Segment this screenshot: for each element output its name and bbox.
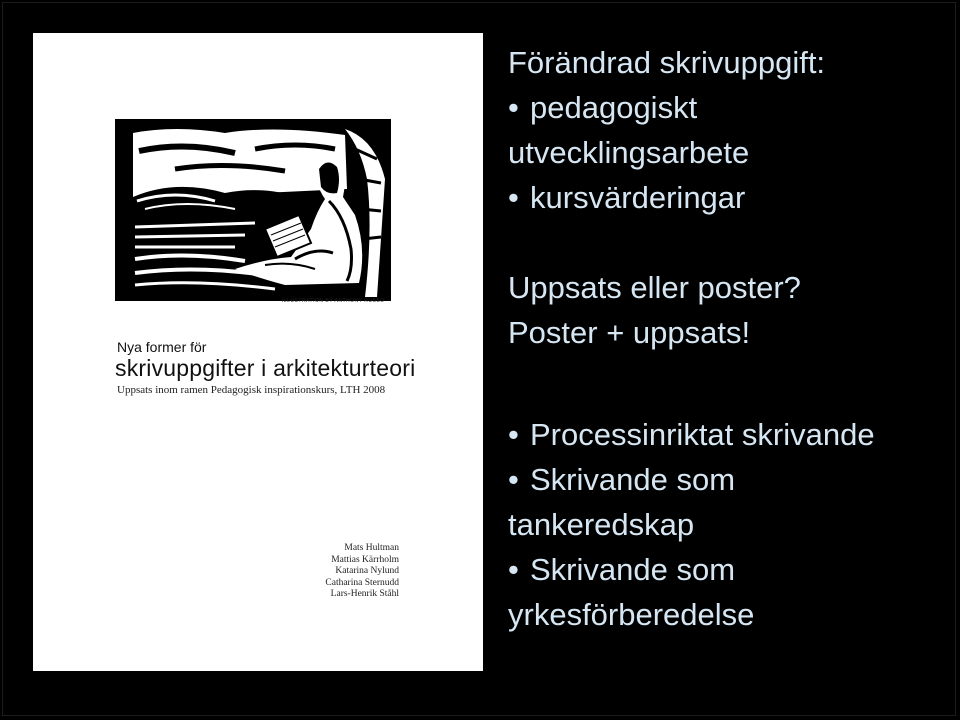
woodcut-illustration: [115, 119, 391, 301]
author-name: Mattias Kärrholm: [331, 554, 399, 565]
author-name: Lars-Henrik Ståhl: [330, 589, 399, 599]
cover-description: Uppsats inom ramen Pedagogisk inspirationskurs, LTH 2008: [117, 384, 386, 396]
author-list: [325, 543, 399, 601]
bullet-item-continuation: utvecklingsarbete: [508, 135, 750, 170]
bullet-item: •pedagogiskt: [508, 85, 953, 130]
bullet-item: •Skrivande som: [508, 547, 953, 592]
bullet-item-continuation: yrkesförberedelse: [508, 597, 755, 632]
bullet-item: •Skrivande som: [508, 457, 953, 502]
spacer: [508, 400, 953, 412]
author-name: Katarina Nylund: [335, 566, 399, 576]
bullet-item: •kursvärderingar: [508, 175, 953, 220]
slide-heading: Förändrad skrivuppgift:: [508, 45, 826, 80]
illustration-credit: ILLUSTRATION BY ANTHONY RUSSO: [282, 298, 385, 304]
cover-title: skrivuppgifter i arkitekturteori: [115, 355, 416, 381]
spacer: [508, 355, 953, 400]
bullet-item: •Processinriktat skrivande: [508, 412, 953, 457]
author-name: Catharina Sternudd: [325, 577, 399, 588]
bullet-item-continuation: tankeredskap: [508, 507, 695, 542]
spacer: [508, 220, 953, 265]
question-line: Uppsats eller poster?: [508, 270, 801, 305]
cover-subtitle: Nya former för: [117, 339, 207, 355]
author-name: Mats Hultman: [344, 543, 399, 553]
bullet-icon: [508, 175, 530, 220]
report-cover: [33, 33, 483, 671]
bullet-icon: [508, 547, 530, 592]
slide-content: [508, 40, 953, 637]
bullet-icon: [508, 457, 530, 502]
bullet-icon: [508, 412, 530, 457]
bullet-icon: [508, 85, 530, 130]
answer-line: Poster + uppsats!: [508, 315, 751, 350]
